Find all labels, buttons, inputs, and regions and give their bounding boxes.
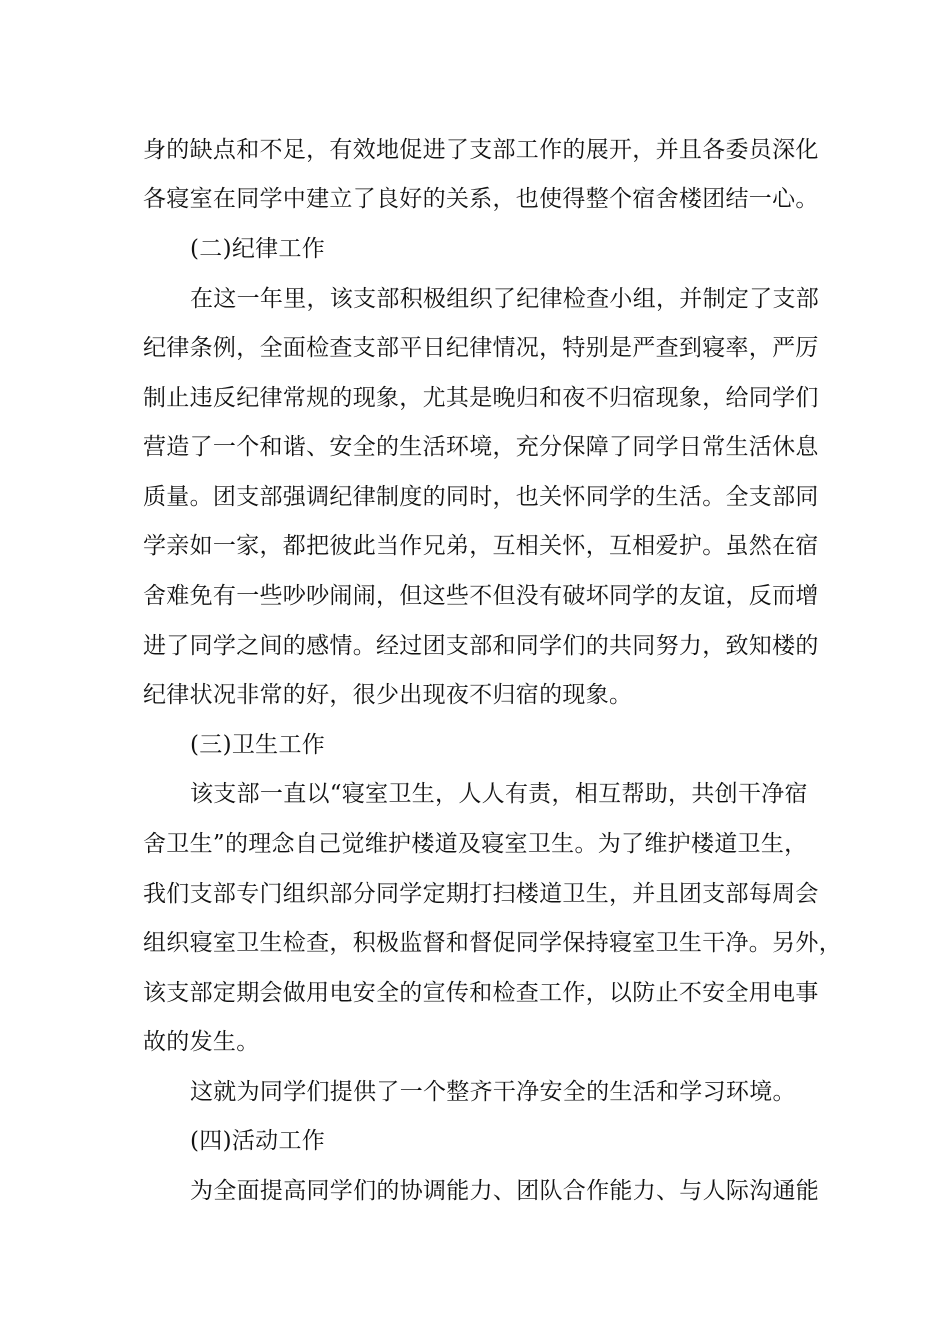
paragraph-line: 在这一年里，该支部积极组织了纪律检查小组，并制定了支部 <box>190 286 820 312</box>
paragraph-line: 纪律状况非常的好，很少出现夜不归宿的现象。 <box>143 682 633 708</box>
paragraph-line: 组织寝室卫生检查，积极监督和督促同学保持寝室卫生干净。另外， <box>143 930 842 956</box>
paragraph-line: 进了同学之间的感情。经过团支部和同学们的共同努力，致知楼的 <box>143 633 819 659</box>
paragraph-line: 各寝室在同学中建立了良好的关系，也使得整个宿舍楼团结一心。 <box>143 186 819 212</box>
paragraph-line: 舍卫生”的理念自己觉维护楼道及寝室卫生。为了维护楼道卫生， <box>143 831 808 857</box>
section-heading-activities: (四)活动工作 <box>190 1128 326 1154</box>
paragraph-line: 营造了一个和谐、安全的生活环境，充分保障了同学日常生活休息 <box>143 434 819 460</box>
paragraph-line: 纪律条例，全面检查支部平日纪律情况，特别是严查到寝率，严厉 <box>143 335 819 361</box>
paragraph-line: 舍难免有一些吵吵闹闹，但这些不但没有破坏同学的友谊，反而增 <box>143 583 819 609</box>
paragraph-line: 该支部定期会做用电安全的宣传和检查工作，以防止不安全用电事 <box>143 980 819 1006</box>
paragraph-line: 为全面提高同学们的协调能力、团队合作能力、与人际沟通能 <box>190 1178 820 1204</box>
paragraph-line: 我们支部专门组织部分同学定期打扫楼道卫生，并且团支部每周会 <box>143 881 819 907</box>
paragraph-line: 故的发生。 <box>143 1029 260 1055</box>
paragraph-line: 学亲如一家，都把彼此当作兄弟，互相关怀，互相爱护。虽然在宿 <box>143 533 819 559</box>
paragraph-line: 身的缺点和不足，有效地促进了支部工作的展开，并且各委员深化 <box>143 137 819 163</box>
section-heading-discipline: (二)纪律工作 <box>190 236 326 262</box>
section-heading-hygiene: (三)卫生工作 <box>190 732 326 758</box>
paragraph-line: 这就为同学们提供了一个整齐干净安全的生活和学习环境。 <box>190 1079 796 1105</box>
paragraph-line: 质量。团支部强调纪律制度的同时，也关怀同学的生活。全支部同 <box>143 484 819 510</box>
paragraph-line: 制止违反纪律常规的现象，尤其是晚归和夜不归宿现象，给同学们 <box>143 385 819 411</box>
paragraph-line: 该支部一直以“寝室卫生，人人有责，相互帮助，共创干净宿 <box>190 781 808 807</box>
